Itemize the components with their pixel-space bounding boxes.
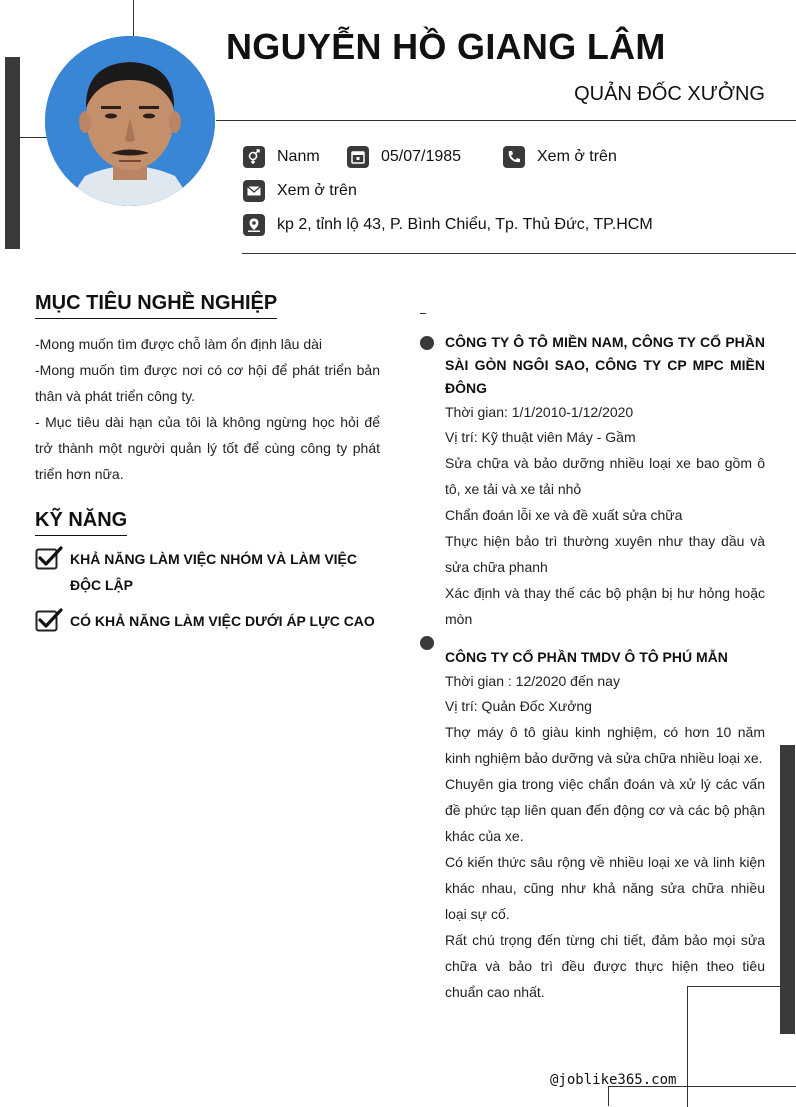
objective-title: MỤC TIÊU NGHỀ NGHIỆP bbox=[35, 292, 277, 319]
divider bbox=[420, 313, 426, 314]
skills-title: KỸ NĂNG bbox=[35, 509, 127, 536]
address-field bbox=[243, 214, 653, 236]
location-icon bbox=[243, 214, 265, 236]
skill-item bbox=[35, 608, 380, 634]
description-line: Sửa chữa và bảo dưỡng nhiều loại xe bao gồm ô tô, xe tải và xe tải nhỏ bbox=[445, 455, 765, 497]
calendar-icon bbox=[347, 146, 369, 168]
checkbox-icon bbox=[35, 545, 63, 571]
description-line: Chẩn đoán lỗi xe và đề xuất sửa chữa bbox=[445, 507, 683, 523]
objective-section bbox=[35, 292, 380, 487]
birthdate-field bbox=[347, 146, 461, 168]
gender-value: Nanm bbox=[277, 148, 320, 165]
watermark: @joblike365.com bbox=[550, 1072, 677, 1088]
gender-icon bbox=[243, 146, 265, 168]
divider bbox=[242, 253, 796, 254]
description-line: Xác định và thay thế các bộ phận bị hư hỏng hoặc mòn bbox=[445, 585, 765, 627]
description-line: Thực hiện bảo trì thường xuyên như thay dầu và sửa chữa phanh bbox=[445, 533, 765, 575]
employment-period: Thời gian : 12/2020 đến nay bbox=[445, 673, 620, 689]
objective-text bbox=[35, 331, 380, 487]
timeline-dot bbox=[420, 636, 434, 650]
birthdate-value: 05/07/1985 bbox=[381, 148, 462, 165]
candidate-name: NGUYỄN HỒ GIANG LÂM bbox=[226, 26, 666, 67]
divider bbox=[608, 1086, 609, 1106]
gender-field bbox=[243, 146, 320, 168]
job-description bbox=[445, 450, 765, 632]
email-field bbox=[243, 180, 357, 202]
address-value: kp 2, tỉnh lộ 43, P. Bình Chiểu, Tp. Thủ Đức, TP.HCM bbox=[277, 216, 653, 233]
phone-icon bbox=[503, 146, 525, 168]
description-line: Có kiến thức sâu rộng về nhiều loại xe và linh kiện khác nhau, cũng như khả năng sửa chữa nhiều loại sự cố. bbox=[445, 854, 765, 922]
left-accent-bar bbox=[5, 57, 20, 249]
description-line: Rất chú trọng đến từng chi tiết, đảm bảo mọi sửa chữa và bảo trì đều được thực hiện theo tiêu chuẩn cao nhất. bbox=[445, 932, 765, 1000]
employment-period: Thời gian: 1/1/2010-1/12/2020 bbox=[445, 404, 634, 420]
checkbox-icon bbox=[35, 607, 63, 633]
job-title: QUẢN ĐỐC XƯỞNG bbox=[574, 83, 765, 105]
phone-value: Xem ở trên bbox=[537, 148, 617, 165]
objective-line: - Mục tiêu dài hạn của tôi là không ngừng học hỏi để trở thành một người quản lý tốt để cùng công ty phát triển hơn nữa. bbox=[35, 414, 380, 482]
experience-item bbox=[445, 646, 765, 1005]
description-line: Thợ máy ô tô giàu kinh nghiệm, có hơn 10 năm kinh nghiệm bảo dưỡng và sửa chữa nhiều loại xe. bbox=[445, 724, 765, 766]
right-accent-bar bbox=[780, 745, 795, 1034]
company-name: CÔNG TY CỔ PHẦN TMDV Ô TÔ PHÚ MẪN bbox=[445, 649, 728, 665]
email-icon bbox=[243, 180, 265, 202]
description-line: Chuyên gia trong việc chẩn đoán và xử lý các vấn đề phức tạp liên quan đến động cơ và các bộ phận khác của xe. bbox=[445, 776, 765, 844]
phone-field bbox=[503, 146, 617, 168]
job-position: Vị trí: Quản Đốc Xưởng bbox=[445, 698, 592, 714]
divider bbox=[216, 120, 796, 121]
skill-label: CÓ KHẢ NĂNG LÀM VIỆC DƯỚI ÁP LỰC CAO bbox=[70, 613, 375, 629]
profile-photo bbox=[45, 36, 215, 206]
email-value: Xem ở trên bbox=[277, 182, 357, 199]
job-position: Vị trí: Kỹ thuật viên Máy - Gầm bbox=[445, 429, 636, 445]
divider bbox=[20, 137, 47, 138]
skill-label: KHẢ NĂNG LÀM VIỆC NHÓM VÀ LÀM VIỆC ĐỘC LẬP bbox=[70, 551, 357, 593]
company-name: CÔNG TY Ô TÔ MIỀN NAM, CÔNG TY CỔ PHẦN SÀI GÒN NGÔI SAO, CÔNG TY CP MPC MIỀN ĐÔNG bbox=[445, 334, 765, 396]
divider bbox=[133, 0, 134, 36]
skills-section bbox=[35, 509, 380, 634]
skill-item bbox=[35, 546, 380, 598]
timeline-dot bbox=[420, 336, 434, 350]
objective-line: -Mong muốn tìm được nơi có cơ hội để phát triển bản thân và phát triển công ty. bbox=[35, 362, 380, 404]
objective-line: -Mong muốn tìm được chỗ làm ổn định lâu dài bbox=[35, 336, 323, 352]
job-description bbox=[445, 719, 765, 1005]
experience-item bbox=[445, 331, 765, 632]
